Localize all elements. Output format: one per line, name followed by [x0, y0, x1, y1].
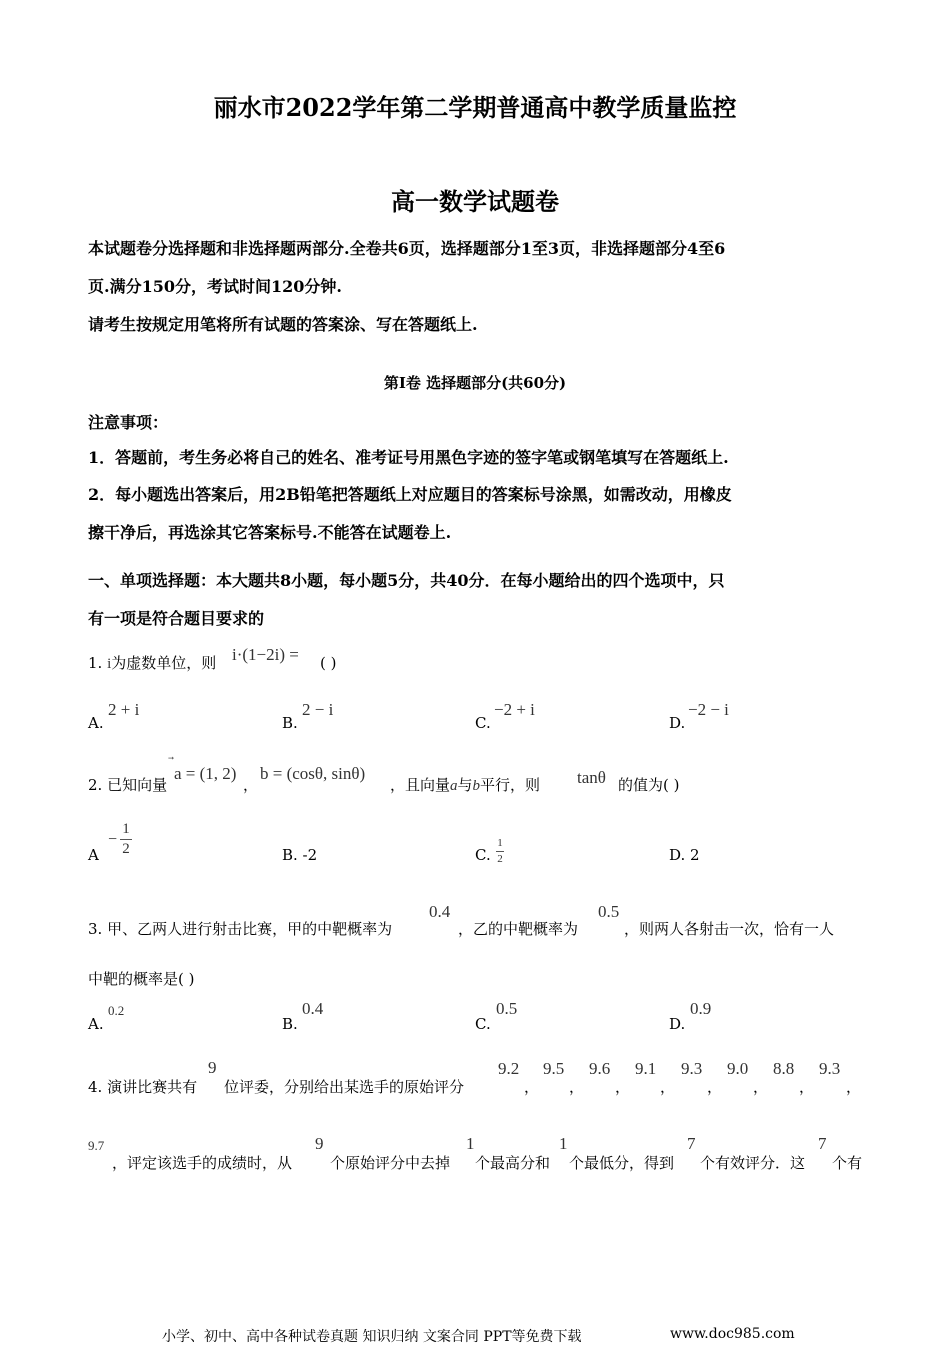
q3-option-b-label: B. — [282, 1015, 298, 1033]
q4-score-7: 8.8 — [773, 1059, 795, 1078]
q4-n9b: 9 — [315, 1134, 324, 1153]
q4-score-last: 9.7 — [88, 1138, 105, 1153]
q3-p2: 0.5 — [598, 902, 620, 921]
q2-option-c-label: C. — [475, 846, 491, 864]
q3-p1: 0.4 — [429, 902, 451, 921]
q3-option-c-value: 0.5 — [496, 999, 518, 1018]
q1-paren: ( ) — [320, 654, 337, 672]
q4-n9: 9 — [208, 1058, 217, 1077]
q1-option-a-value: 2 + i — [108, 700, 140, 719]
note-2a: 2．每小题选出答案后，用2B铅笔把答题纸上对应题目的答案标号涂黑，如需改动，用橡皮 — [88, 485, 732, 504]
q4-text-1: 4. 演讲比赛共有 — [88, 1078, 198, 1096]
q2-end: 的值为( ) — [618, 776, 680, 794]
q3-text-1: 3. 甲、乙两人进行射击比赛，甲的中靶概率为 — [88, 920, 393, 938]
q2-option-a-value — [108, 822, 132, 857]
q1-option-d-value: −2 − i — [688, 700, 729, 719]
q2-a: a — [450, 778, 458, 794]
q2-option-a-num: 1 — [122, 821, 130, 837]
intro-line-1: 本试题卷分选择题和非选择题两部分.全卷共6页，选择题部分1至3页，非选择题部分4至6 — [88, 239, 726, 258]
q4-n1b: 1 — [559, 1134, 568, 1153]
q2-prefix: 2. 已知向量 — [88, 776, 168, 794]
section1-line-1: 一、单项选择题：本大题共8小题，每小题5分，共40分．在每小题给出的四个选项中，只 — [88, 571, 725, 590]
q2-option-c-num: 1 — [497, 837, 503, 849]
q4-n7: 7 — [687, 1134, 696, 1153]
q4-sep: ， — [707, 1078, 723, 1096]
q4-n7b: 7 — [818, 1134, 827, 1153]
q2-vector-a: a = (1, 2) — [174, 764, 237, 783]
q4-sep: ， — [799, 1078, 815, 1096]
exam-title: 丽水市2022学年第二学期普通高中教学质量监控 — [213, 93, 737, 122]
q3-option-b-value: 0.4 — [302, 999, 324, 1018]
q2-mid — [390, 774, 540, 795]
q2-option-a-den: 2 — [122, 841, 130, 857]
note-2b: 擦干净后，再选涂其它答案标号.不能答在试题卷上. — [88, 523, 452, 542]
section1-line-2: 有一项是符合题目要求的 — [88, 609, 265, 628]
notes-title: 注意事项： — [88, 413, 169, 432]
q4-t3: 个最高分和 — [475, 1154, 551, 1172]
q3-line-2: 中靶的概率是( ) — [88, 970, 195, 988]
q4-score-8: 9.3 — [819, 1059, 841, 1078]
q3-option-a-label: A. — [88, 1015, 104, 1033]
q2-mid2: 平行，则 — [480, 776, 541, 794]
q2-option-c-den: 2 — [497, 853, 503, 865]
note-1: 1．答题前，考生务必将自己的姓名、准考证号用黑色字迹的签字笔或钢笔填写在答题纸上. — [88, 448, 729, 467]
q1-i-symbol: i — [107, 656, 112, 672]
q2-b: b — [472, 778, 481, 794]
q1-expression: i·(1−2i) = — [232, 645, 299, 664]
q2-tan: tanθ — [577, 768, 606, 787]
q4-score-6: 9.0 — [727, 1059, 749, 1078]
q4-sep: ， — [569, 1078, 585, 1096]
q4-t4: 个最低分，得到 — [569, 1154, 675, 1172]
q4-sep: ， — [753, 1078, 769, 1096]
q2-comma: ， — [243, 776, 259, 794]
q4-t6: 个有 — [832, 1154, 863, 1172]
q3-option-d-value: 0.9 — [690, 999, 712, 1018]
q2-option-a-sign: − — [108, 830, 118, 848]
intro-line-3: 请考生按规定用笔将所有试题的答案涂、写在答题纸上. — [88, 315, 478, 334]
q4-score-1: 9.2 — [498, 1059, 520, 1078]
footer-text: 小学、初中、高中各种试卷真题 知识归纳 文案合同 PPT等免费下载 — [162, 1329, 582, 1345]
q4-t1: ，评定该选手的成绩时，从 — [112, 1154, 293, 1172]
q4-score-5: 9.3 — [681, 1059, 703, 1078]
q2-option-a-label: A — [88, 846, 99, 864]
q1-option-b-value: 2 − i — [302, 700, 334, 719]
part1-heading: 第Ⅰ卷 选择题部分(共60分) — [383, 374, 567, 392]
q2-vector-b: b = (cosθ, sinθ) — [260, 764, 366, 783]
q2-option-c-value — [496, 833, 504, 865]
q2-mid-text: ，且向量 — [390, 776, 451, 794]
q4-t2: 个原始评分中去掉 — [330, 1154, 451, 1172]
q4-sep: ， — [615, 1078, 631, 1096]
q4-sep: ， — [524, 1078, 540, 1096]
q4-score-3: 9.6 — [589, 1059, 611, 1078]
q1-text: 为虚数单位，则 — [111, 654, 217, 672]
q2-option-b: B. -2 — [282, 846, 318, 864]
q4-sep: ， — [660, 1078, 676, 1096]
q3-text-3: ，则两人各射击一次，恰有一人 — [624, 920, 835, 938]
q3-text-2: ，乙的中靶概率为 — [458, 920, 579, 938]
q1-option-c-label: C. — [475, 714, 491, 732]
intro-line-2: 页.满分150分，考试时间120分钟. — [88, 277, 342, 296]
q4-sep: ， — [846, 1078, 862, 1096]
q1-option-d-label: D. — [669, 714, 686, 732]
question-1 — [88, 652, 216, 673]
q1-option-b-label: B. — [282, 714, 298, 732]
q1-option-c-value: −2 + i — [494, 700, 535, 719]
q3-option-a-value: 0.2 — [108, 1003, 125, 1018]
q3-option-c-label: C. — [475, 1015, 491, 1033]
q1-option-a-label: A. — [88, 714, 104, 732]
exam-subtitle: 高一数学试题卷 — [391, 187, 559, 216]
footer-url[interactable]: www.doc985.com — [670, 1326, 795, 1342]
q4-t5: 个有效评分．这 — [700, 1154, 806, 1172]
q4-n1: 1 — [466, 1134, 475, 1153]
q2-yu: 与 — [457, 776, 473, 794]
q3-option-d-label: D. — [669, 1015, 686, 1033]
q4-text-2: 位评委，分别给出某选手的原始评分 — [224, 1078, 465, 1096]
q2-option-d: D. 2 — [669, 846, 700, 864]
q1-prefix: 1. — [88, 654, 108, 672]
q4-score-2: 9.5 — [543, 1059, 565, 1078]
q4-score-4: 9.1 — [635, 1059, 657, 1078]
